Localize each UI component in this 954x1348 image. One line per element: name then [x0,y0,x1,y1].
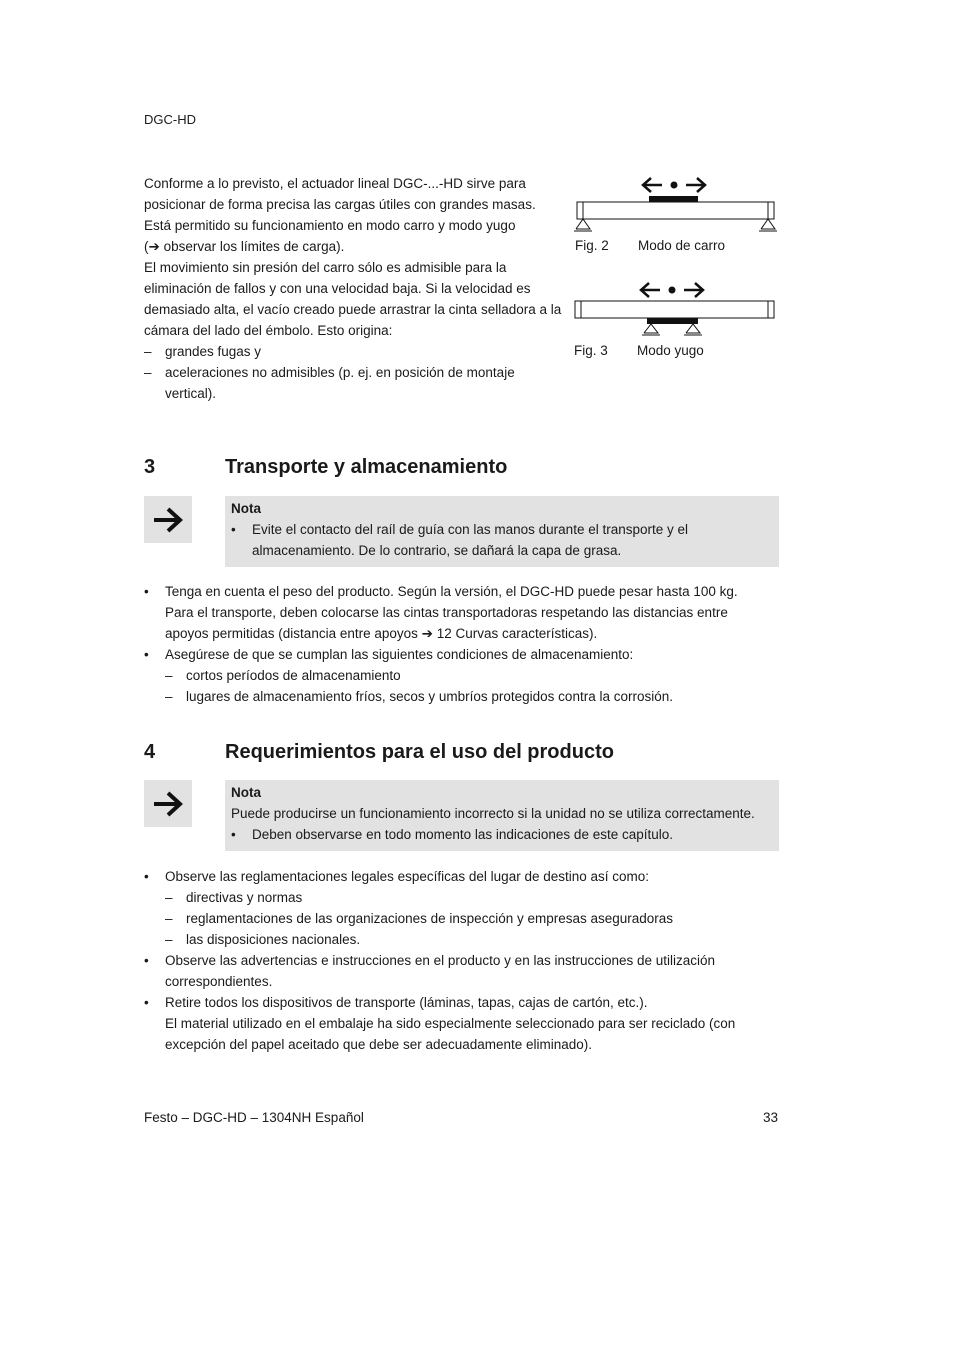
bullet-icon: • [144,869,149,884]
center-dot [671,182,678,189]
bullet-icon: • [144,647,149,662]
bullet-icon: • [144,953,149,968]
ref-arrow-icon: ➔ [421,626,433,641]
center-dot [669,287,676,294]
note-box-section-3 [225,496,779,567]
figure-2-caption: Modo de carro [638,238,726,253]
section-3-title: Transporte y almacenamiento [225,456,508,478]
figure-3-label: Fig. 3 [574,343,608,358]
bullet-icon: • [231,522,236,537]
page-number: 33 [763,1110,779,1125]
carriage [647,318,698,324]
note-text: Puede producirse un funcionamiento incorrecto si la unidad no se utiliza correctamente. [231,806,755,821]
bullet-icon: • [144,584,149,599]
note-box-section-4 [225,780,779,851]
running-header: DGC-HD [144,112,196,127]
bullet-icon: • [144,995,149,1010]
list-item: • Observe las advertencias e instrucciones en el producto y en las instrucciones de utilización correspondientes. [144,950,764,992]
note-bullet: • Deben observarse en todo momento las indicaciones de este capítulo. [231,824,773,845]
intro-paragraph-2: El movimiento sin presión del carro sólo es admisible para la eliminación de fallos y con una velocidad baja. Si la velocidad es demasiado alta, el vacío creado puede arrastrar la cinta selladora a la cámara del lado del émbolo. Esto origina: [144,260,562,338]
figure-2-carriage-diagram [572,174,778,234]
note-title: Nota [231,785,261,800]
figure-3-caption: Modo yugo [637,343,704,358]
note-arrow-icon [151,506,185,534]
note-title: Nota [231,501,261,516]
sub-list-item: – cortos períodos de almacenamiento [165,665,764,686]
list-item: – aceleraciones no admisibles (p. ej. en posición de montaje vertical). [144,362,564,404]
figure-3-yoke-diagram [572,279,778,339]
support-left [642,324,660,335]
support-left [574,219,592,231]
support-right [759,219,777,231]
intro-text [144,173,564,404]
list-item: • Retire todos los dispositivos de transporte (láminas, tapas, cajas de cartón, etc.). El material utilizado en el embalaje ha sido especialmente seleccionado para ser reciclado (con excepción del papel aceitado que debe ser adecuadamente eliminado). [144,992,764,1055]
section-3-number: 3 [144,456,156,478]
note-arrow-icon [151,790,185,818]
profile-bar [575,301,774,318]
profile-bar [577,202,774,219]
ref-arrow-icon: ➔ [148,239,160,254]
intro-paragraph-1: Conforme a lo previsto, el actuador lineal DGC-...-HD sirve para posicionar de forma precisa las cargas útiles con grandes masas. Está permitido su funcionamiento en modo carro y modo yugo (➔ observar los límites de carga). [144,176,536,254]
carriage [649,196,698,202]
section-4-title: Requerimientos para el uso del producto [225,741,614,763]
sub-list-item: – las disposiciones nacionales. [165,929,764,950]
sub-list-item: – lugares de almacenamiento fríos, secos y umbríos protegidos contra la corrosión. [165,686,764,707]
bullet-icon: • [231,827,236,842]
list-item: • Asegúrese de que se cumplan las siguientes condiciones de almacenamiento: – cortos períodos de almacenamiento – lugares de almacenamiento fríos, secos y umbríos protegidos contra la corrosión. [144,644,764,707]
sub-list-item: – reglamentaciones de las organizaciones de inspección y empresas aseguradoras [165,908,764,929]
section-3-body [144,581,764,707]
section-4-number: 4 [144,741,156,763]
list-item: – grandes fugas y [144,341,564,362]
figure-2-label: Fig. 2 [575,238,609,253]
list-item: • Tenga en cuenta el peso del producto. Según la versión, el DGC-HD puede pesar hasta 100 kg. Para el transporte, deben colocarse las cintas transportadoras respetando las distancias entre apoyos permitidas (distancia entre apoyos ➔ 12 Curvas características). [144,581,764,644]
note-bullet: • Evite el contacto del raíl de guía con las manos durante el transporte y el almacenamiento. De lo contrario, se dañará la capa de grasa. [231,519,773,561]
list-item: • Observe las reglamentaciones legales específicas del lugar de destino así como: – directivas y normas – reglamentaciones de las organizaciones de inspección y empresas aseguradoras – las disposiciones nacionales. [144,866,764,950]
footer-left: Festo – DGC-HD – 1304NH Español [144,1110,364,1125]
section-4-body [144,866,764,1055]
note-arrow-box [144,496,192,543]
support-right [684,324,702,335]
sub-list-item: – directivas y normas [165,887,764,908]
intro-list [144,341,564,404]
note-arrow-box [144,780,192,827]
